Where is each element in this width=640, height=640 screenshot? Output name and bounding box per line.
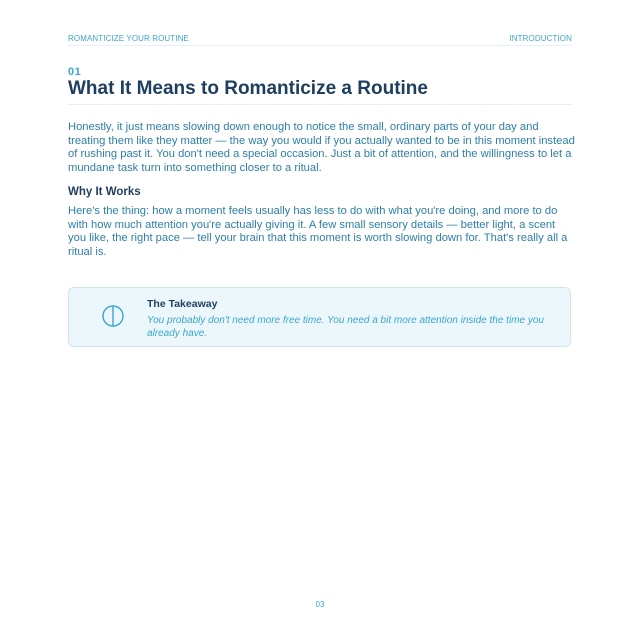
chapter-title: What It Means to Romanticize a Routine [68, 78, 428, 99]
takeaway-title: The Takeaway [147, 298, 218, 310]
title-divider [68, 104, 572, 105]
page-number: 03 [315, 600, 325, 609]
running-header-section: INTRODUCTION [509, 33, 572, 43]
section-heading: Why It Works [68, 186, 141, 198]
half-circle-icon [101, 304, 125, 328]
running-header-book-title: ROMANTICIZE YOUR ROUTINE [68, 33, 189, 43]
section-paragraph: Here's the thing: how a moment feels usually has less to do with what you're doing, and more to do with how much attention you're actually giving it. A few small sensory details — better light, a scent you like, the right pace — tell your brain that this moment is worth slowing down for. That's really all a ritual is. [68, 205, 568, 258]
running-header [68, 31, 572, 45]
intro-paragraph: Honestly, it just means slowing down enough to notice the small, ordinary parts of your day and treating them like they matter — the way you would if you actually wanted to be in this moment instead of rushing past it. You don't need a special occasion. Just a bit of attention, and the willingness to let a mundane task turn into something closer to a ritual. [68, 121, 575, 174]
takeaway-callout [68, 287, 571, 347]
takeaway-text: You probably don't need more free time. You need a bit more attention inside the time you already have. [147, 315, 544, 339]
chapter-number: 01 [68, 66, 82, 78]
header-divider [68, 45, 572, 46]
